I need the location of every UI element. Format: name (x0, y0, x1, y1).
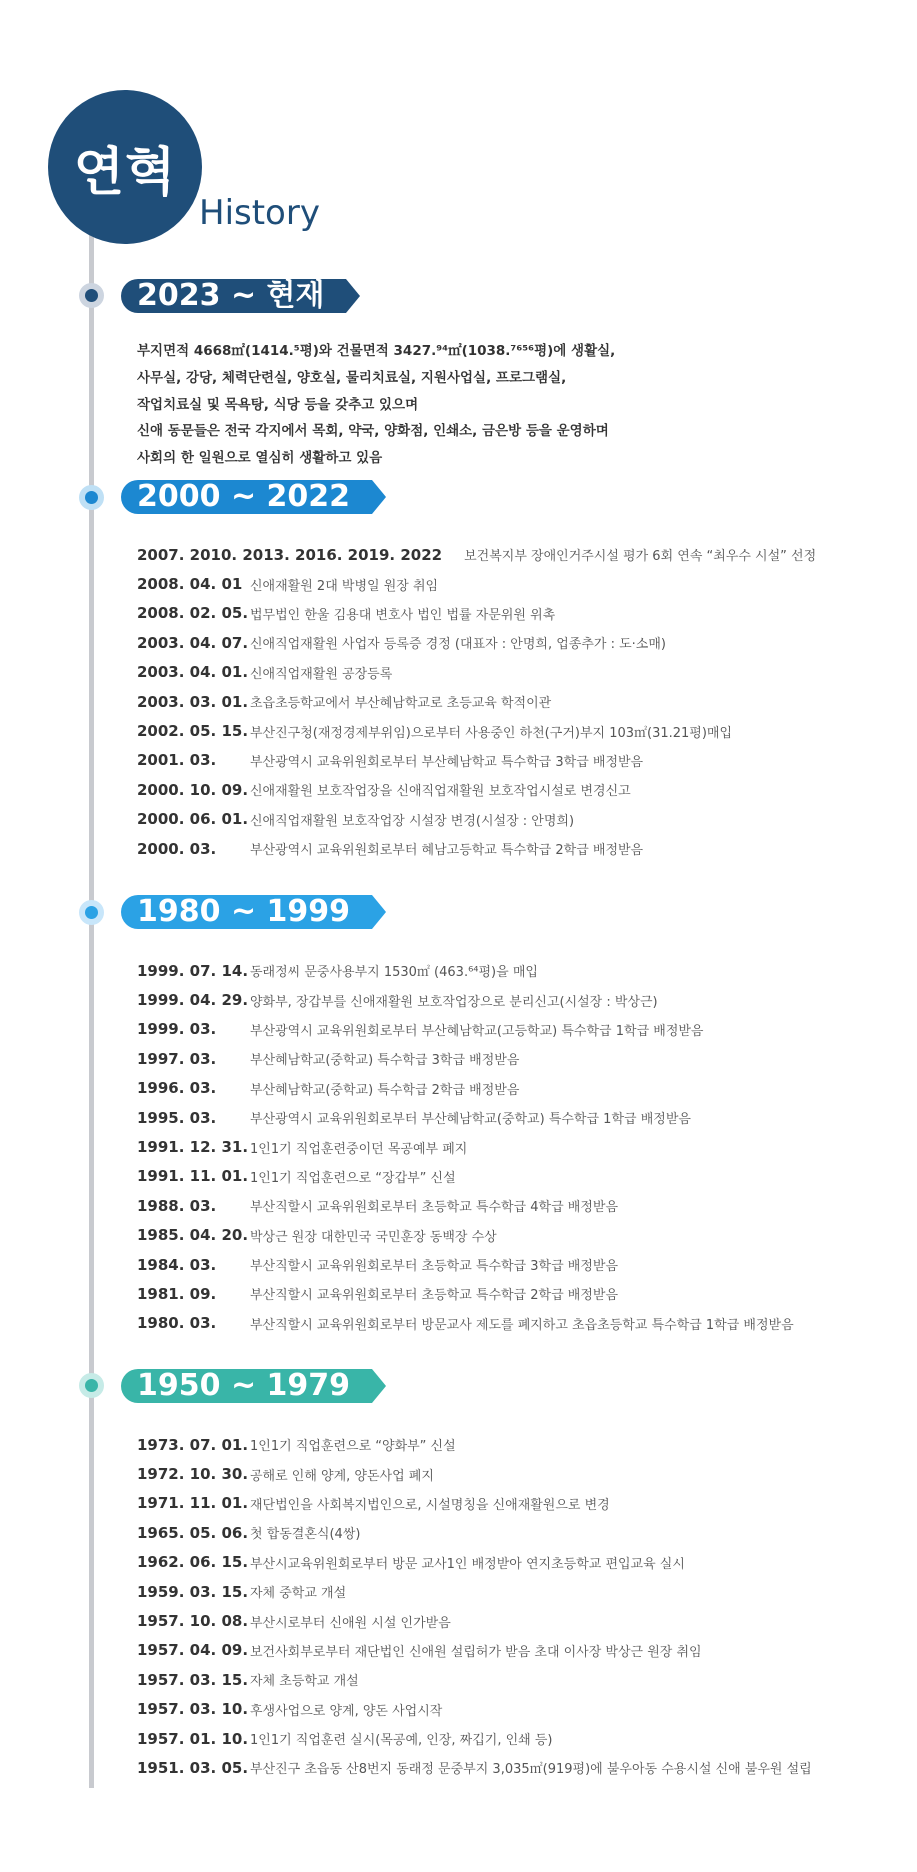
item-date: 1957. 03. 10. (137, 1700, 249, 1719)
history-list (137, 956, 907, 1338)
item-text: 부산시교육위원회로부터 방문 교사1인 배정받아 연지초등학교 편입교육 실시 (250, 1556, 685, 1572)
item-text: 자체 초등학교 개설 (250, 1674, 359, 1690)
item-date: 1999. 07. 14. (137, 961, 249, 980)
item-text: 부산직할시 교육위원회로부터 초등학교 특수학급 3학급 배정받음 (250, 1259, 618, 1275)
item-text: 박상근 원장 대한민국 국민훈장 동백장 수상 (250, 1229, 497, 1245)
item-date: 1957. 04. 09. (137, 1641, 249, 1660)
item-date: 1962. 06. 15. (137, 1553, 249, 1572)
item-date: 1980. 03. (137, 1314, 217, 1333)
item-text: 부산시로부터 신애원 시설 인가받음 (250, 1615, 451, 1631)
item-date: 1991. 12. 31. (137, 1138, 249, 1157)
item-text: 부산진구청(재정경제부위임)으로부터 사용중인 하천(구거)부지 103㎡(31.21평)매입 (250, 725, 733, 741)
paragraph-line: 신애 동문들은 전국 각지에서 목회, 약국, 양화점, 인쇄소, 금은방 등을 운영하며 (137, 423, 609, 440)
item-date: 1996. 03. (137, 1079, 217, 1098)
item-text: 부산진구 초읍동 산8번지 동래정 문중부지 3,035㎡(919평)에 불우아동 수용시설 신애 불우원 설립 (250, 1762, 812, 1778)
item-date: 1985. 04. 20. (137, 1226, 249, 1245)
item-date: 1971. 11. 01. (137, 1494, 249, 1513)
list-item (137, 1636, 907, 1665)
period-tag (121, 279, 346, 313)
item-date: 1997. 03. (137, 1049, 217, 1068)
item-date: 2000. 03. (137, 839, 217, 858)
item-text: 신애직업재활원 공장등록 (250, 666, 393, 682)
item-text: 부산혜남학교(중학교) 특수학급 3학급 배정받음 (250, 1053, 520, 1069)
timeline-line (89, 235, 94, 1788)
item-text: 초읍초등학교에서 부산혜남학교로 초등교육 학적이관 (250, 696, 552, 712)
period-label: 1980 ~ 1999 (137, 894, 351, 929)
list-item (137, 805, 907, 834)
item-text: 1인1기 직업훈련으로 “양화부” 신설 (250, 1439, 456, 1455)
item-text: 법무법인 한울 김용대 변호사 법인 법률 자문위원 위촉 (250, 607, 556, 623)
paragraph-line: 작업치료실 및 목욕탕, 식당 등을 갖추고 있으며 (137, 396, 419, 413)
item-date: 1981. 09. (137, 1284, 217, 1303)
item-text: 부산직할시 교육위원회로부터 초등학교 특수학급 2학급 배정받음 (250, 1288, 618, 1304)
list-item (137, 775, 907, 804)
history-list (137, 1430, 907, 1783)
period-tag (121, 480, 372, 514)
list-item (137, 540, 907, 569)
list-item (137, 956, 907, 985)
list-item (137, 1162, 907, 1191)
item-text: 신애재활원 보호작업장을 신애직업재활원 보호작업시설로 변경신고 (250, 784, 631, 800)
list-item (137, 1015, 907, 1044)
item-text: 동래정씨 문중사용부지 1530㎡ (463.⁶⁴평)을 매입 (250, 965, 538, 981)
item-date: 1988. 03. (137, 1196, 217, 1215)
item-date: 1957. 03. 15. (137, 1670, 249, 1689)
list-item (137, 1489, 907, 1518)
list-item (137, 1279, 907, 1308)
item-date: 1973. 07. 01. (137, 1435, 249, 1454)
period-tag (121, 895, 372, 929)
paragraph-line: 사무실, 강당, 체력단련실, 양호실, 물리치료실, 지원사업실, 프로그램실, (137, 369, 567, 386)
period-label: 2023 ~ 현재 (137, 278, 325, 313)
section-paragraph (137, 338, 857, 472)
item-text: 부산광역시 교육위원회로부터 부산혜남학교 특수학급 3학급 배정받음 (250, 754, 644, 770)
list-item (137, 834, 907, 863)
list-item (137, 746, 907, 775)
list-item (137, 1191, 907, 1220)
period-label: 2000 ~ 2022 (137, 479, 351, 514)
list-item (137, 1132, 907, 1161)
list-item (137, 1221, 907, 1250)
list-item (137, 985, 907, 1014)
paragraph-line: 부지면적 4668㎡(1414.⁵평)와 건물면적 3427.⁹⁴㎡(1038.⁷⁶⁵⁶평)에 생활실, (137, 343, 616, 359)
item-text: 부산광역시 교육위원회로부터 부산혜남학교(고등학교) 특수학급 1학급 배정받음 (250, 1023, 704, 1039)
history-list (137, 540, 907, 863)
list-item (137, 1518, 907, 1547)
item-date: 1957. 10. 08. (137, 1612, 249, 1631)
item-date: 1965. 05. 06. (137, 1523, 249, 1542)
item-date: 1995. 03. (137, 1108, 217, 1127)
item-text: 1인1기 직업훈련중이던 목공예부 폐지 (250, 1141, 468, 1157)
item-text: 신애재활원 2대 박병일 원장 취임 (250, 578, 439, 594)
list-item (137, 716, 907, 745)
list-item (137, 1309, 907, 1338)
item-text: 부산직할시 교육위원회로부터 초등학교 특수학급 4학급 배정받음 (250, 1200, 618, 1216)
list-item (137, 1577, 907, 1606)
list-item (137, 599, 907, 628)
list-item (137, 1250, 907, 1279)
item-text: 재단법인을 사회복지법인으로, 시설명칭을 신애재활원으로 변경 (250, 1497, 610, 1513)
timeline-dot (79, 283, 104, 308)
item-text: 첫 합동결혼식(4쌍) (250, 1527, 361, 1543)
item-date: 2003. 03. 01. (137, 692, 249, 711)
item-text: 후생사업으로 양계, 양돈 사업시작 (250, 1703, 443, 1719)
list-item (137, 1606, 907, 1635)
item-date: 1999. 04. 29. (137, 991, 249, 1010)
item-date: 2000. 10. 09. (137, 780, 249, 799)
item-text: 부산직할시 교육위원회로부터 방문교사 제도를 폐지하고 초읍초등학교 특수학급 1학급 배정받음 (250, 1317, 794, 1333)
item-text: 공해로 인해 양계, 양돈사업 폐지 (250, 1468, 434, 1484)
item-date: 2001. 03. (137, 751, 217, 770)
timeline-dot (79, 900, 104, 925)
list-item (137, 1459, 907, 1488)
item-date: 2003. 04. 07. (137, 633, 249, 652)
item-date: 2007. 2010. 2013. 2016. 2019. 2022 (137, 545, 443, 564)
timeline-dot (79, 1373, 104, 1398)
item-date: 2002. 05. 15. (137, 722, 249, 741)
period-label: 1950 ~ 1979 (137, 1368, 351, 1403)
item-date: 1984. 03. (137, 1255, 217, 1274)
item-text: 자체 중학교 개설 (250, 1586, 347, 1602)
item-date: 2008. 04. 01 (137, 575, 243, 594)
list-item (137, 1074, 907, 1103)
item-text: 부산광역시 교육위원회로부터 혜남고등학교 특수학급 2학급 배정받음 (250, 843, 644, 859)
item-date: 1957. 01. 10. (137, 1729, 249, 1748)
item-date: 2000. 06. 01. (137, 810, 249, 829)
list-item (137, 1665, 907, 1694)
list-item (137, 1548, 907, 1577)
timeline-dot (79, 485, 104, 510)
list-item (137, 1695, 907, 1724)
item-date: 1991. 11. 01. (137, 1167, 249, 1186)
item-text: 신애직업재활원 사업자 등록증 경정 (대표자 : 안명희, 업종추가 : 도·소매) (250, 637, 666, 653)
list-item (137, 1103, 907, 1132)
item-date: 1999. 03. (137, 1020, 217, 1039)
item-text: 신애직업재활원 보호작업장 시설장 변경(시설장 : 안명희) (250, 813, 575, 829)
item-text: 1인1기 직업훈련으로 “장갑부” 신설 (250, 1170, 456, 1186)
list-item (137, 569, 907, 598)
item-date: 1972. 10. 30. (137, 1465, 249, 1484)
item-text: 부산광역시 교육위원회로부터 부산혜남학교(중학교) 특수학급 1학급 배정받음 (250, 1112, 691, 1128)
period-tag (121, 1369, 372, 1403)
item-date: 2008. 02. 05. (137, 604, 249, 623)
item-date: 1959. 03. 15. (137, 1582, 249, 1601)
item-text: 부산혜남학교(중학교) 특수학급 2학급 배정받음 (250, 1082, 520, 1098)
list-item (137, 628, 907, 657)
item-date: 2003. 04. 01. (137, 663, 249, 682)
list-item (137, 658, 907, 687)
item-text: 1인1기 직업훈련 실시(목공예, 인장, 짜깁기, 인쇄 등) (250, 1733, 553, 1749)
list-item (137, 687, 907, 716)
list-item (137, 1044, 907, 1073)
list-item (137, 1724, 907, 1753)
item-text: 보건복지부 장애인거주시설 평가 6회 연속 “최우수 시설” 선정 (464, 549, 817, 565)
page-title: 연혁 (73, 142, 177, 203)
item-text: 보건사회부로부터 재단법인 신애원 설립허가 받음 초대 이사장 박상근 원장 취임 (250, 1644, 702, 1660)
paragraph-line: 사회의 한 일원으로 열심히 생활하고 있음 (137, 450, 383, 467)
list-item (137, 1430, 907, 1459)
item-text: 양화부, 장갑부를 신애재활원 보호작업장으로 분리신고(시설장 : 박상근) (250, 994, 658, 1010)
item-date: 1951. 03. 05. (137, 1758, 249, 1777)
list-item (137, 1753, 907, 1782)
page-subtitle: History (199, 193, 320, 233)
